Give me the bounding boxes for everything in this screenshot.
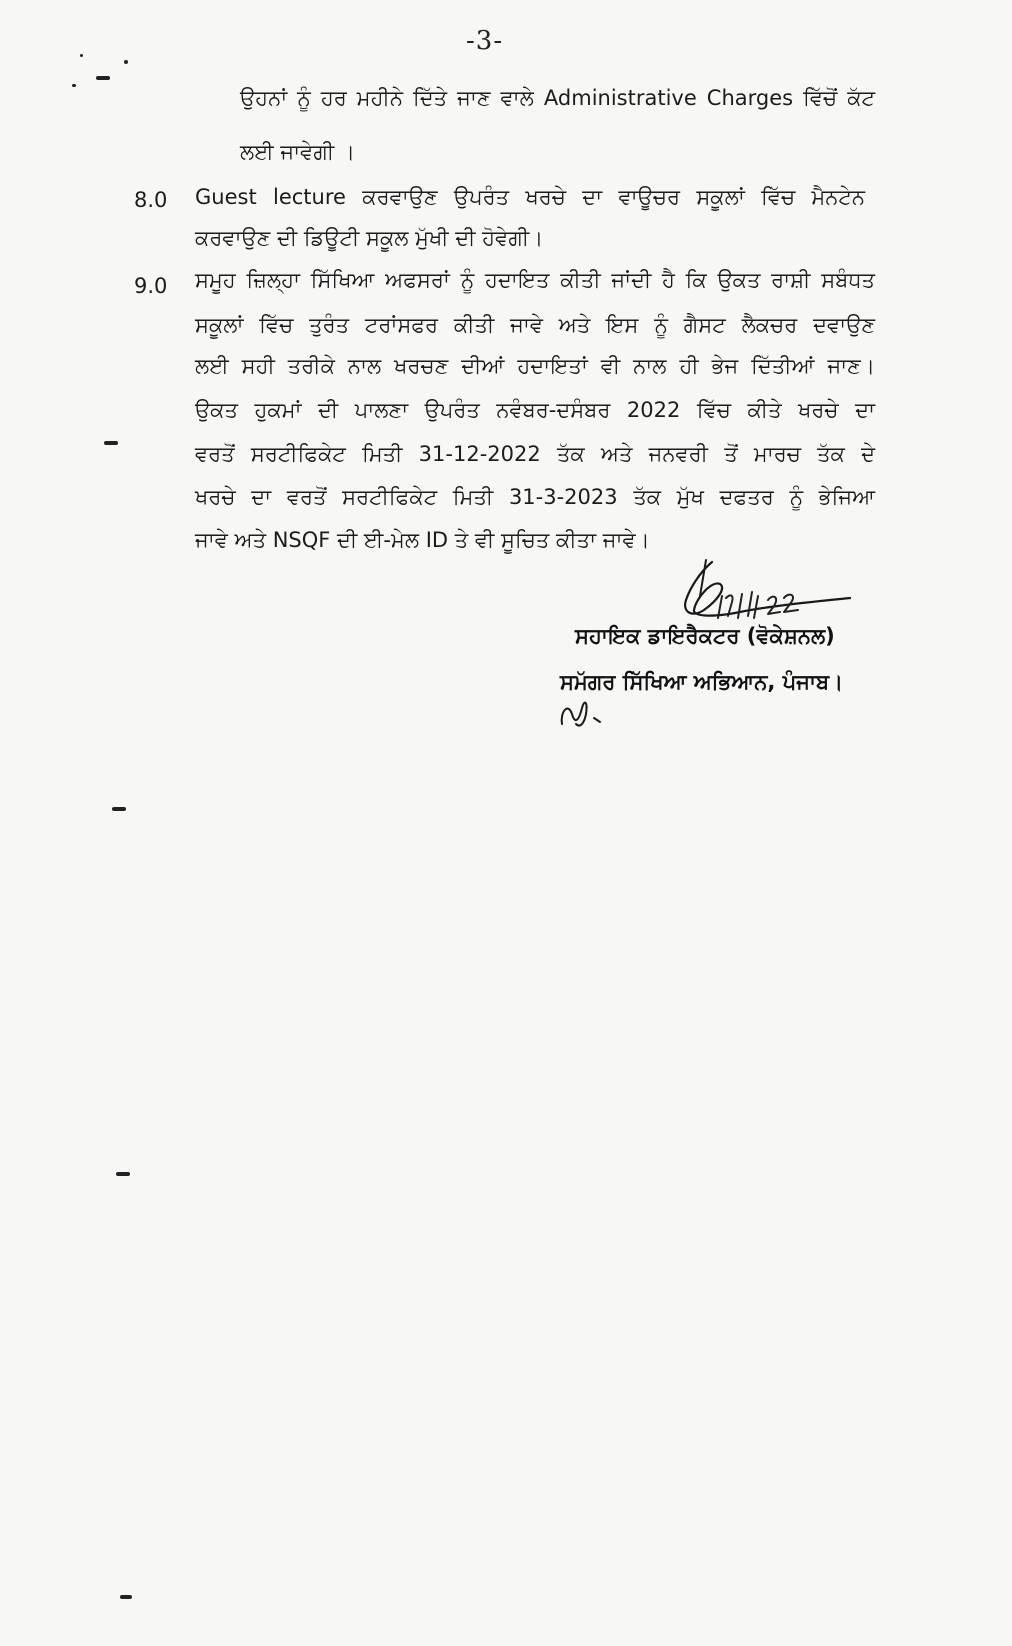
signatory-designation: ਸਹਾਇਕ ਡਾਇਰੈਕਟਰ (ਵੋਕੇਸ਼ਨਲ) bbox=[575, 624, 835, 648]
scan-speck bbox=[124, 60, 128, 64]
punch-mark bbox=[120, 1595, 132, 1599]
scan-speck bbox=[80, 54, 83, 57]
item-9-line-4: ਉਕਤ ਹੁਕਮਾਂ ਦੀ ਪਾਲਣਾ ਉਪਰੰਤ ਨਵੰਬਰ-ਦਸੰਬਰ 2022 ਵਿੱਚ ਕੀਤੇ ਖਰਚੇ ਦਾ bbox=[195, 398, 875, 422]
continuation-line-1: ਉਹਨਾਂ ਨੂੰ ਹਰ ਮਹੀਨੇ ਦਿੱਤੇ ਜਾਣ ਵਾਲੇ Administrative Charges ਵਿੱਚੋਂ ਕੱਟ bbox=[240, 86, 875, 110]
item-8-line-2: ਕਰਵਾਉਣ ਦੀ ਡਿਊਟੀ ਸਕੂਲ ਮੁੱਖੀ ਦੀ ਹੋਵੇਗੀ। bbox=[195, 226, 544, 250]
signatory-organization: ਸਮੱਗਰ ਸਿੱਖਿਆ ਅਭਿਆਨ, ਪੰਜਾਬ। bbox=[560, 670, 844, 694]
item-9-line-6: ਖਰਚੇ ਦਾ ਵਰਤੋਂ ਸਰਟੀਫਿਕੇਟ ਮਿਤੀ 31-3-2023 ਤੱਕ ਮੁੱਖ ਦਫਤਰ ਨੂੰ ਭੇਜਿਆ bbox=[195, 485, 875, 509]
item-9-number: 9.0 bbox=[134, 274, 168, 298]
scan-speck bbox=[96, 76, 110, 80]
scan-speck bbox=[72, 84, 76, 87]
continuation-line-2: ਲਈ ਜਾਵੇਗੀ । bbox=[240, 140, 355, 164]
item-8-number: 8.0 bbox=[134, 188, 168, 212]
item-9-line-2: ਸਕੂਲਾਂ ਵਿੱਚ ਤੁਰੰਤ ਟਰਾਂਸਫਰ ਕੀਤੀ ਜਾਵੇ ਅਤੇ ਇਸ ਨੂੰ ਗੈਸਟ ਲੈਕਚਰ ਦਵਾਉਣ bbox=[195, 313, 875, 337]
item-8-line-1: Guest lecture ਕਰਵਾਉਣ ਉਪਰੰਤ ਖਰਚੇ ਦਾ ਵਾਊਚਰ ਸਕੂਲਾਂ ਵਿੱਚ ਮੈਨਟੇਨ bbox=[195, 185, 865, 209]
punch-mark bbox=[116, 1172, 130, 1176]
item-9-line-7: ਜਾਵੇ ਅਤੇ NSQF ਦੀ ਈ-ਮੇਲ ID ਤੇ ਵੀ ਸੂਚਿਤ ਕੀਤਾ ਜਾਵੇ। bbox=[195, 528, 650, 552]
page-number: -3- bbox=[466, 26, 504, 56]
item-9-line-1: ਸਮੂਹ ਜ਼ਿਲ੍ਹਾ ਸਿੱਖਿਆ ਅਫਸਰਾਂ ਨੂੰ ਹਦਾਇਤ ਕੀਤੀ ਜਾਂਦੀ ਹੈ ਕਿ ਉਕਤ ਰਾਸ਼ੀ ਸਬੰਧਤ bbox=[195, 268, 875, 292]
item-9-line-5: ਵਰਤੋਂ ਸਰਟੀਫਿਕੇਟ ਮਿਤੀ 31-12-2022 ਤੱਕ ਅਤੇ ਜਨਵਰੀ ਤੋਂ ਮਾਰਚ ਤੱਕ ਦੇ bbox=[195, 442, 875, 466]
punch-mark bbox=[104, 441, 118, 445]
item-9-line-3: ਲਈ ਸਹੀ ਤਰੀਕੇ ਨਾਲ ਖਰਚਣ ਦੀਆਂ ਹਦਾਇਤਾਂ ਵੀ ਨਾਲ ਹੀ ਭੇਜ ਦਿੱਤੀਆਂ ਜਾਣ। bbox=[195, 354, 875, 378]
punch-mark bbox=[112, 807, 126, 811]
initials-scribble bbox=[556, 694, 616, 734]
